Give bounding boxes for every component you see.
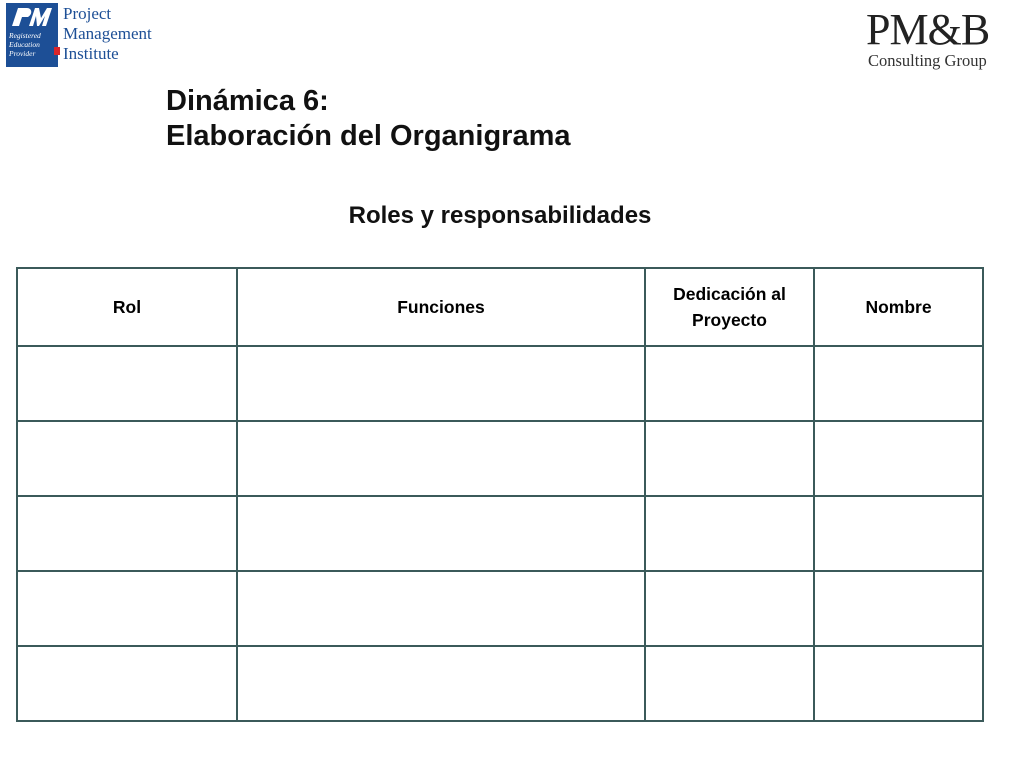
table-cell-nombre[interactable] xyxy=(814,646,983,721)
pmi-name-line: Institute xyxy=(63,44,119,63)
table-cell-funciones[interactable] xyxy=(237,571,645,646)
table-cell-funciones[interactable] xyxy=(237,346,645,421)
table-cell-dedicacion[interactable] xyxy=(645,646,814,721)
pmi-badge-line: Registered xyxy=(9,31,41,40)
table-header-row xyxy=(17,268,983,346)
table-cell-funciones[interactable] xyxy=(237,496,645,571)
table-row xyxy=(17,571,983,646)
table-cell-rol[interactable] xyxy=(17,346,237,421)
header-funciones: Funciones xyxy=(237,268,645,346)
table-cell-dedicacion[interactable] xyxy=(645,496,814,571)
page-title xyxy=(166,84,571,154)
table-row xyxy=(17,421,983,496)
pmi-badge xyxy=(6,3,58,67)
table-cell-nombre[interactable] xyxy=(814,571,983,646)
pmi-logo xyxy=(6,3,150,69)
header-nombre: Nombre xyxy=(814,268,983,346)
pmi-name-line: Management xyxy=(63,24,152,43)
table-cell-funciones[interactable] xyxy=(237,646,645,721)
table-cell-dedicacion[interactable] xyxy=(645,421,814,496)
page-title-line1: Dinámica 6: xyxy=(166,85,329,117)
roles-table xyxy=(16,267,984,722)
header-dedicacion-line1: Dedicación al xyxy=(673,284,786,304)
pmb-logo xyxy=(866,5,1016,70)
table-cell-dedicacion[interactable] xyxy=(645,571,814,646)
header-dedicacion-line2: Proyecto xyxy=(692,310,767,330)
section-subtitle: Roles y responsabilidades xyxy=(348,202,652,229)
table-cell-funciones[interactable] xyxy=(237,421,645,496)
table-cell-nombre[interactable] xyxy=(814,421,983,496)
pmi-mark-icon xyxy=(9,6,53,28)
table-cell-rol[interactable] xyxy=(17,646,237,721)
pmi-name xyxy=(63,4,152,64)
table-cell-rol[interactable] xyxy=(17,571,237,646)
pmi-accent xyxy=(54,47,60,55)
table-row xyxy=(17,346,983,421)
table-cell-rol[interactable] xyxy=(17,496,237,571)
pmi-badge-text xyxy=(9,31,55,58)
page-title-line2: Elaboración del Organigrama xyxy=(166,120,571,152)
pmb-logo-subtitle: Consulting Group xyxy=(868,51,987,70)
table-row xyxy=(17,496,983,571)
pmi-name-line: Project xyxy=(63,4,112,23)
pmb-logo-title: PM&B xyxy=(866,5,990,54)
pmi-badge-line: Education xyxy=(9,40,40,49)
header-rol: Rol xyxy=(17,268,237,346)
table-cell-dedicacion[interactable] xyxy=(645,346,814,421)
table-cell-rol[interactable] xyxy=(17,421,237,496)
trademark-mark: ® xyxy=(6,63,11,69)
table-cell-nombre[interactable] xyxy=(814,346,983,421)
pmi-badge-line: Provider xyxy=(9,49,36,58)
header-dedicacion xyxy=(645,268,814,346)
table-cell-nombre[interactable] xyxy=(814,496,983,571)
table-row xyxy=(17,646,983,721)
